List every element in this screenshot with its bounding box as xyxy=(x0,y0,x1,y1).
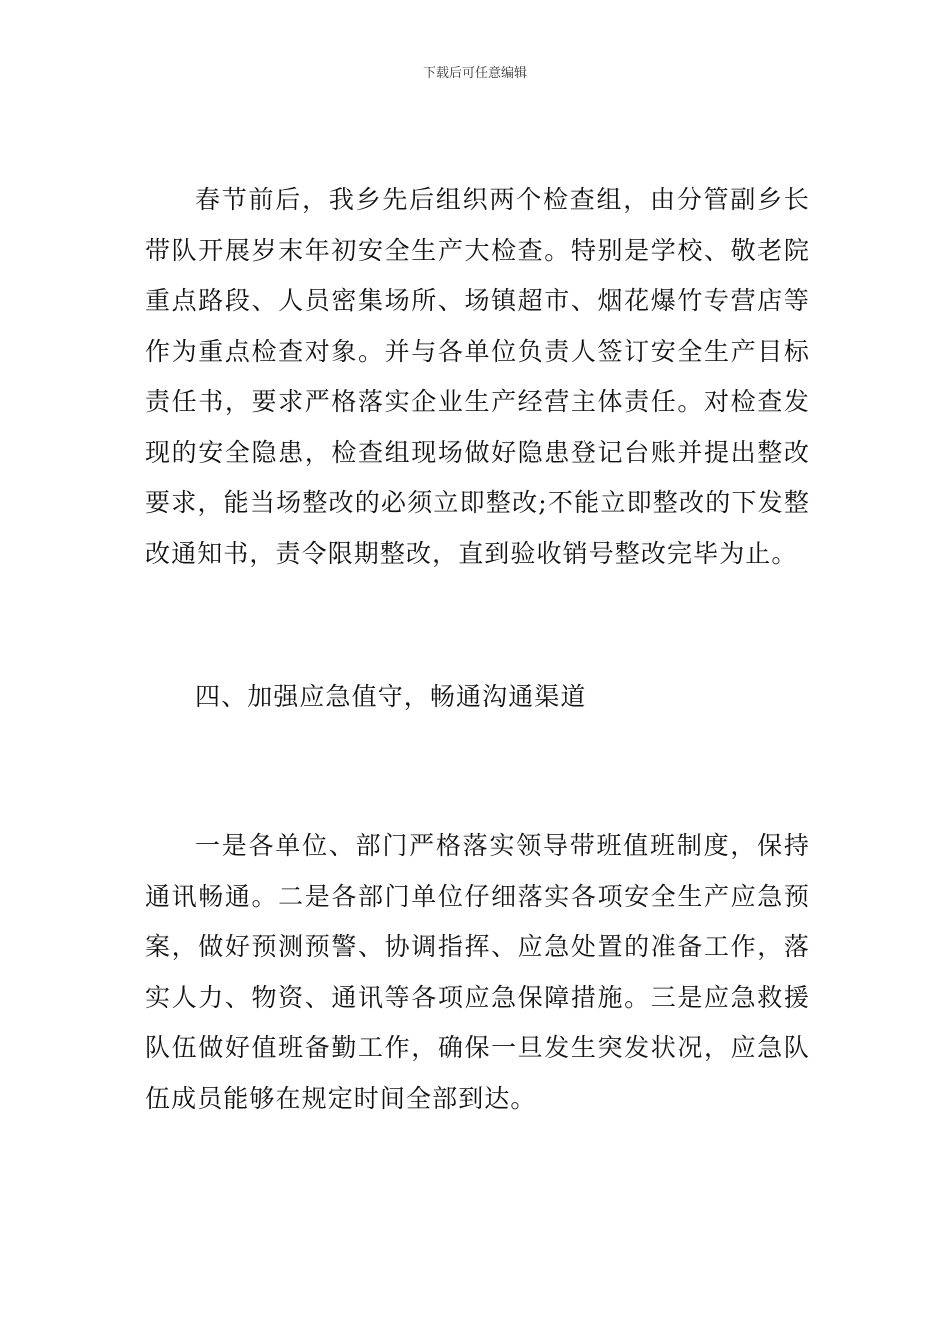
body-paragraph-1: 春节前后，我乡先后组织两个检查组，由分管副乡长带队开展岁末年初安全生产大检查。特别是学校、敬老院重点路段、人员密集场所、场镇超市、烟花爆竹专营店等作为重点检查对象。并与各单位负责人签订安全生产目标责任书，要求严格落实企业生产经营主体责任。对检查发现的安全隐患，检查组现场做好隐患登记台账并提出整改要求，能当场整改的必须立即整改;不能立即整改的下发整改通知书，责令限期整改，直到验收销号整改完毕为止。 xyxy=(145,185,810,568)
body-paragraph-2: 一是各单位、部门严格落实领导带班值班制度，保持通讯畅通。二是各部门单位仔细落实各项安全生产应急预案，做好预测预警、协调指挥、应急处置的准备工作，落实人力、物资、通讯等各项应急保障措施。三是应急救援队伍做好值班备勤工作，确保一旦发生突发状况，应急队伍成员能够在规定时间全部到达。 xyxy=(145,831,810,1113)
section-heading: 四、加强应急值守，畅通沟通渠道 xyxy=(195,682,587,711)
header-note: 下载后可任意编辑 xyxy=(422,66,527,81)
